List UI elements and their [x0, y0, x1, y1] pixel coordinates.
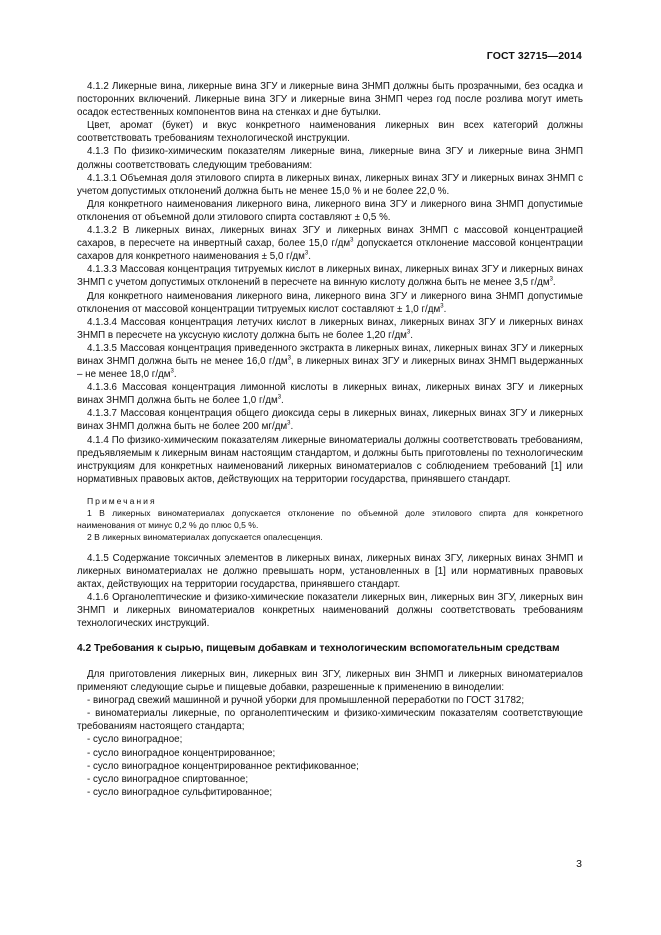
note-item: 1 В ликерных виноматериалах допускается отклонение по объемной доле этилового спирта для конкретного наименования от минус 0,2 % до плюс 0,5 %.	[77, 507, 583, 530]
paragraph-alcohol-deviation: Для конкретного наименования ликерного вина, ликерного вина ЗГУ и ликерного вина ЗНМП допустимые отклонения от объемной доли этилового спирта составляют ± 0,5 %.	[77, 198, 583, 223]
paragraph-4-1-3-3: 4.1.3.3 Массовая концентрация титруемых кислот в ликерных винах, ликерных винах ЗГУ и ликерных винах ЗНМП с учетом допустимых отклонений в пересчете на винную кислоту должна быть не менее 3,5 $г/дм^3$.	[77, 264, 583, 289]
paragraph-4-1-3-6: 4.1.3.6 Массовая концентрация лимонной кислоты в ликерных винах, ликерных винах ЗГУ и ликерных винах ЗНМП должна быть не более 1,0 $г/дм^3$.	[77, 382, 583, 407]
paragraph-4-1-3-5: 4.1.3.5 Массовая концентрация приведенного экстракта в ликерных винах, ликерных винах ЗГУ и ликерных винах ЗНМП должна быть не менее 16,0 $г/дм^3$, в ликерных винах ЗГУ и ликерных винах ЗНМП выдержанных – не менее 18,0 $г/дм^3$.	[77, 342, 583, 381]
paragraph-4-1-4: 4.1.4 По физико-химическим показателям ликерные виноматериалы должны соответствовать требованиям, предъявляемым к ликерным винам настоящим стандартом, и должны быть приготовлены по технологическим инструкциям для конкретных наименований ликерных виноматериалов с соблюдением требований [1] или нормативных правовых актов, действующих на территории государства, принявшего стандарт.	[77, 434, 583, 485]
paragraph-4-1-6: 4.1.6 Органолептические и физико-химические показатели ликерных вин, ликерных вин ЗГУ, ликерных вин ЗНМП и ликерных виноматериалов конкретных наименований должны соответствовать требованиям технологических инструкций.	[77, 592, 583, 630]
section-heading-4-2: 4.2 Требования к сырью, пищевым добавкам и технологическим вспомогательным средствам	[77, 643, 560, 655]
document-body	[77, 80, 583, 799]
spacer	[77, 543, 583, 552]
list-item: - сусло виноградное;	[87, 734, 183, 746]
paragraph-4-1-3: 4.1.3 По физико-химическим показателям ликерные вина, ликерные вина ЗГУ и ликерные вина ЗНМП должны соответствовать следующим требованиям:	[77, 146, 583, 171]
paragraph-4-1-3-7: 4.1.3.7 Массовая концентрация общего диоксида серы в ликерных винах, ликерных винах ЗГУ и ликерных винах ЗНМП должна быть не более 200 $мг/дм^3$.	[77, 408, 583, 433]
list-item: - сусло виноградное спиртованное;	[87, 773, 249, 785]
spacer	[77, 656, 583, 668]
paragraph-4-1-3-2: 4.1.3.2 В ликерных винах, ликерных винах ЗГУ и ликерных винах ЗНМП с массовой концентрацией сахаров, в пересчете на инвертный сахар, более 15,0 $г/дм^3$ допускается отклонение массовой концентрации сахаров для конкретного наименования ± 5,0 $г/дм^3$.	[77, 225, 583, 263]
spacer	[77, 630, 583, 642]
list-item: - виноматериалы ликерные, по органолептическим и физико-химическим показателям соответствующие требованиям настоящего стандарта;	[77, 708, 583, 733]
list-item: - сусло виноградное сульфитированное;	[87, 786, 273, 798]
paragraph-4-1-2: 4.1.2 Ликерные вина, ликерные вина ЗГУ и ликерные вина ЗНМП должны быть прозрачными, без осадка и посторонних включений. Ликерные вина ЗГУ и ликерные вина ЗНМП через год после розлива могут иметь осадок естественных компонентов вина на стенках и дне бутылки.	[77, 81, 583, 119]
standard-header: ГОСТ 32715—2014	[486, 50, 582, 62]
notes-title: Примечания	[87, 495, 157, 506]
page-number: 3	[576, 858, 582, 870]
note-item: 2 В ликерных виноматериалах допускается опалесценция.	[87, 531, 323, 542]
paragraph-4-2-intro: Для приготовления ликерных вин, ликерных вин ЗГУ, ликерных вин ЗНМП и ликерных виноматериалов применяют следующие сырье и пищевые добавки, разрешенные к применению в виноделии:	[77, 668, 583, 694]
paragraph-4-1-3-4: 4.1.3.4 Массовая концентрация летучих кислот в ликерных винах, ликерных винах ЗГУ и ликерных винах ЗНМП в пересчете на уксусную кислоту должна быть не более 1,20 $г/дм^3$.	[77, 316, 583, 341]
paragraph-color-aroma: Цвет, аромат (букет) и вкус конкретного наименования ликерных вин всех категорий должны соответствовать требованиям технологической инструкции.	[77, 120, 583, 145]
paragraph-4-1-5: 4.1.5 Содержание токсичных элементов в ликерных винах, ликерных винах ЗГУ, ликерных винах ЗНМП и ликерных виноматериалах не должно превышать норм, установленных в [1] или нормативных правовых актах, действующих на территории государства, принявшего стандарт.	[77, 552, 583, 591]
list-item: - виноград свежий машинной и ручной уборки для промышленной переработки по ГОСТ 31782;	[87, 695, 525, 707]
list-item: - сусло виноградное концентрированное ректификованное;	[87, 760, 359, 772]
list-item: - сусло виноградное концентрированное;	[87, 747, 276, 759]
spacer	[77, 486, 583, 495]
paragraph-4-1-3-1: 4.1.3.1 Объемная доля этилового спирта в ликерных винах, ликерных винах ЗГУ и ликерных винах ЗНМП с учетом допустимых отклонений должна быть не менее 15,0 % и не более 22,0 %.	[77, 172, 583, 197]
paragraph-acid-deviation: Для конкретного наименования ликерного вина, ликерного вина ЗГУ и ликерного вина ЗНМП допустимые отклонения от массовой концентрации титруемых кислот составляют ± 1,0 $г/дм^3$.	[77, 290, 583, 315]
